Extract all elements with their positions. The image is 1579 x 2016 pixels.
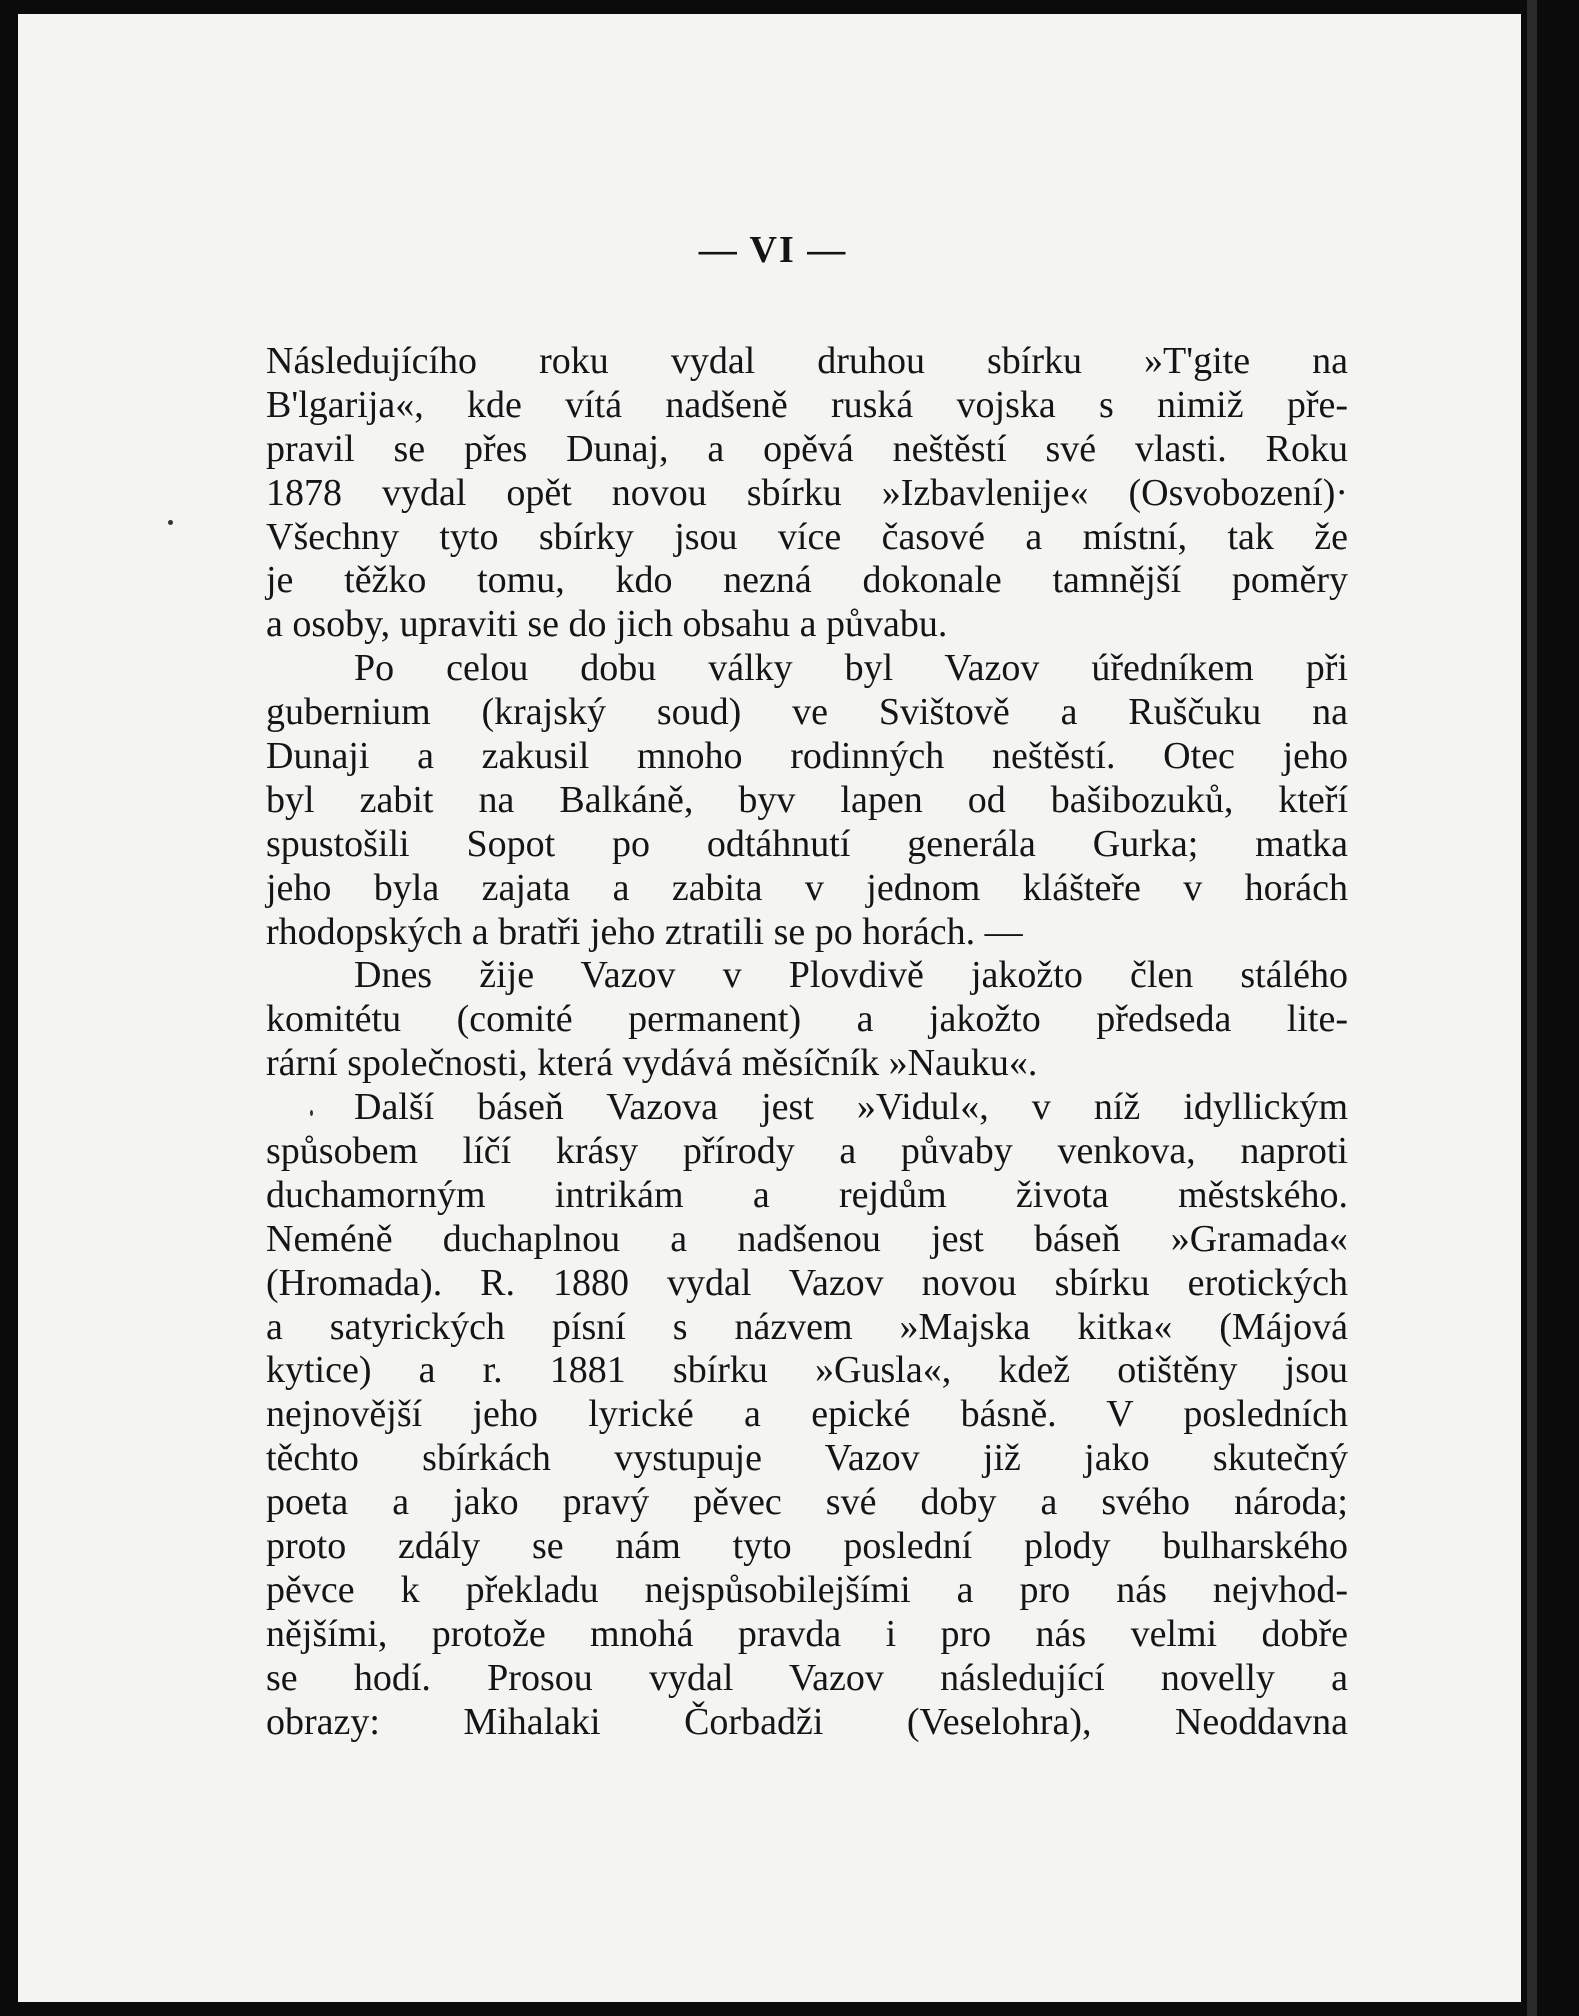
text-line: (Hromada). R. 1880 vydal Vazov novou sbírku erotických xyxy=(266,1261,1348,1304)
text-line: obrazy: Mihalaki Čorbadži (Veselohra), Neoddavna xyxy=(266,1700,1348,1743)
text-line: a osoby, upraviti se do jich obsahu a půvabu. xyxy=(266,603,948,646)
page-number: — VI — xyxy=(698,229,848,271)
text-line: rární společnosti, která vydává měsíčník »Nauku«. xyxy=(266,1042,1038,1085)
scan-speck xyxy=(310,1110,313,1116)
text-line: Dnes žije Vazov v Plovdivě jakožto člen stálého xyxy=(354,954,1348,997)
text-line: nějšími, protože mnohá pravda i pro nás velmi dobře xyxy=(266,1612,1348,1655)
text-line: Následujícího roku vydal druhou sbírku »T'gite na xyxy=(266,340,1348,382)
text-line: pravil se přes Dunaj, a opěvá neštěstí své vlasti. Roku xyxy=(266,427,1348,470)
text-line: pěvce k překladu nejspůsobilejšími a pro nás nejvhod- xyxy=(266,1568,1348,1611)
text-line: duchamorným intrikám a rejdům života městského. xyxy=(266,1173,1348,1216)
text-line: jeho byla zajata a zabita v jednom klášteře v horách xyxy=(266,866,1348,909)
text-line: rhodopských a bratři jeho ztratili se po horách. — xyxy=(266,910,1023,953)
text-line: spustošili Sopot po odtáhnutí generála Gurka; matka xyxy=(266,822,1348,865)
scan-edge-stripe xyxy=(1527,0,1537,2016)
text-line: Dunaji a zakusil mnoho rodinných neštěstí. Otec jeho xyxy=(266,735,1348,778)
text-line: se hodí. Prosou vydal Vazov následující novelly a xyxy=(266,1656,1348,1699)
body-text xyxy=(266,340,1348,1745)
text-line: Neméně duchaplnou a nadšenou jest báseň »Gramada« xyxy=(266,1217,1348,1260)
text-line: těchto sbírkách vystupuje Vazov již jako skutečný xyxy=(266,1437,1348,1480)
text-line: spůsobem líčí krásy přírody a půvaby venkova, naproti xyxy=(266,1130,1348,1173)
text-line: je těžko tomu, kdo nezná dokonale tamnější poměry xyxy=(266,559,1348,602)
text-line: Všechny tyto sbírky jsou více časové a místní, tak že xyxy=(266,515,1348,558)
text-line: B'lgarija«, kde vítá nadšeně ruská vojska s nimiž pře- xyxy=(266,383,1348,426)
text-line: komitétu (comité permanent) a jakožto předseda lite- xyxy=(266,998,1348,1041)
text-line: nejnovější jeho lyrické a epické básně. V posledních xyxy=(266,1393,1348,1436)
book-page xyxy=(18,14,1528,2002)
scan-right-edge xyxy=(1521,0,1579,2016)
text-line: a satyrických písní s názvem »Majska kitka« (Májová xyxy=(266,1305,1348,1348)
scan-speck xyxy=(168,520,173,525)
text-line: proto zdály se nám tyto poslední plody bulharského xyxy=(266,1525,1348,1568)
text-line: 1878 vydal opět novou sbírku »Izbavlenije« (Osvobození)· xyxy=(266,471,1348,514)
text-line: byl zabit na Balkáně, byv lapen od bašibozuků, kteří xyxy=(266,778,1348,821)
text-line: poeta a jako pravý pěvec své doby a svého národa; xyxy=(266,1481,1348,1524)
text-line: gubernium (krajský soud) ve Svištově a Ruščuku na xyxy=(266,691,1348,734)
text-line: Další báseň Vazova jest »Vidul«, v níž idyllickým xyxy=(354,1086,1348,1129)
text-line: Po celou dobu války byl Vazov úředníkem při xyxy=(354,647,1348,690)
text-line: kytice) a r. 1881 sbírku »Gusla«, kdež otištěny jsou xyxy=(266,1349,1348,1392)
